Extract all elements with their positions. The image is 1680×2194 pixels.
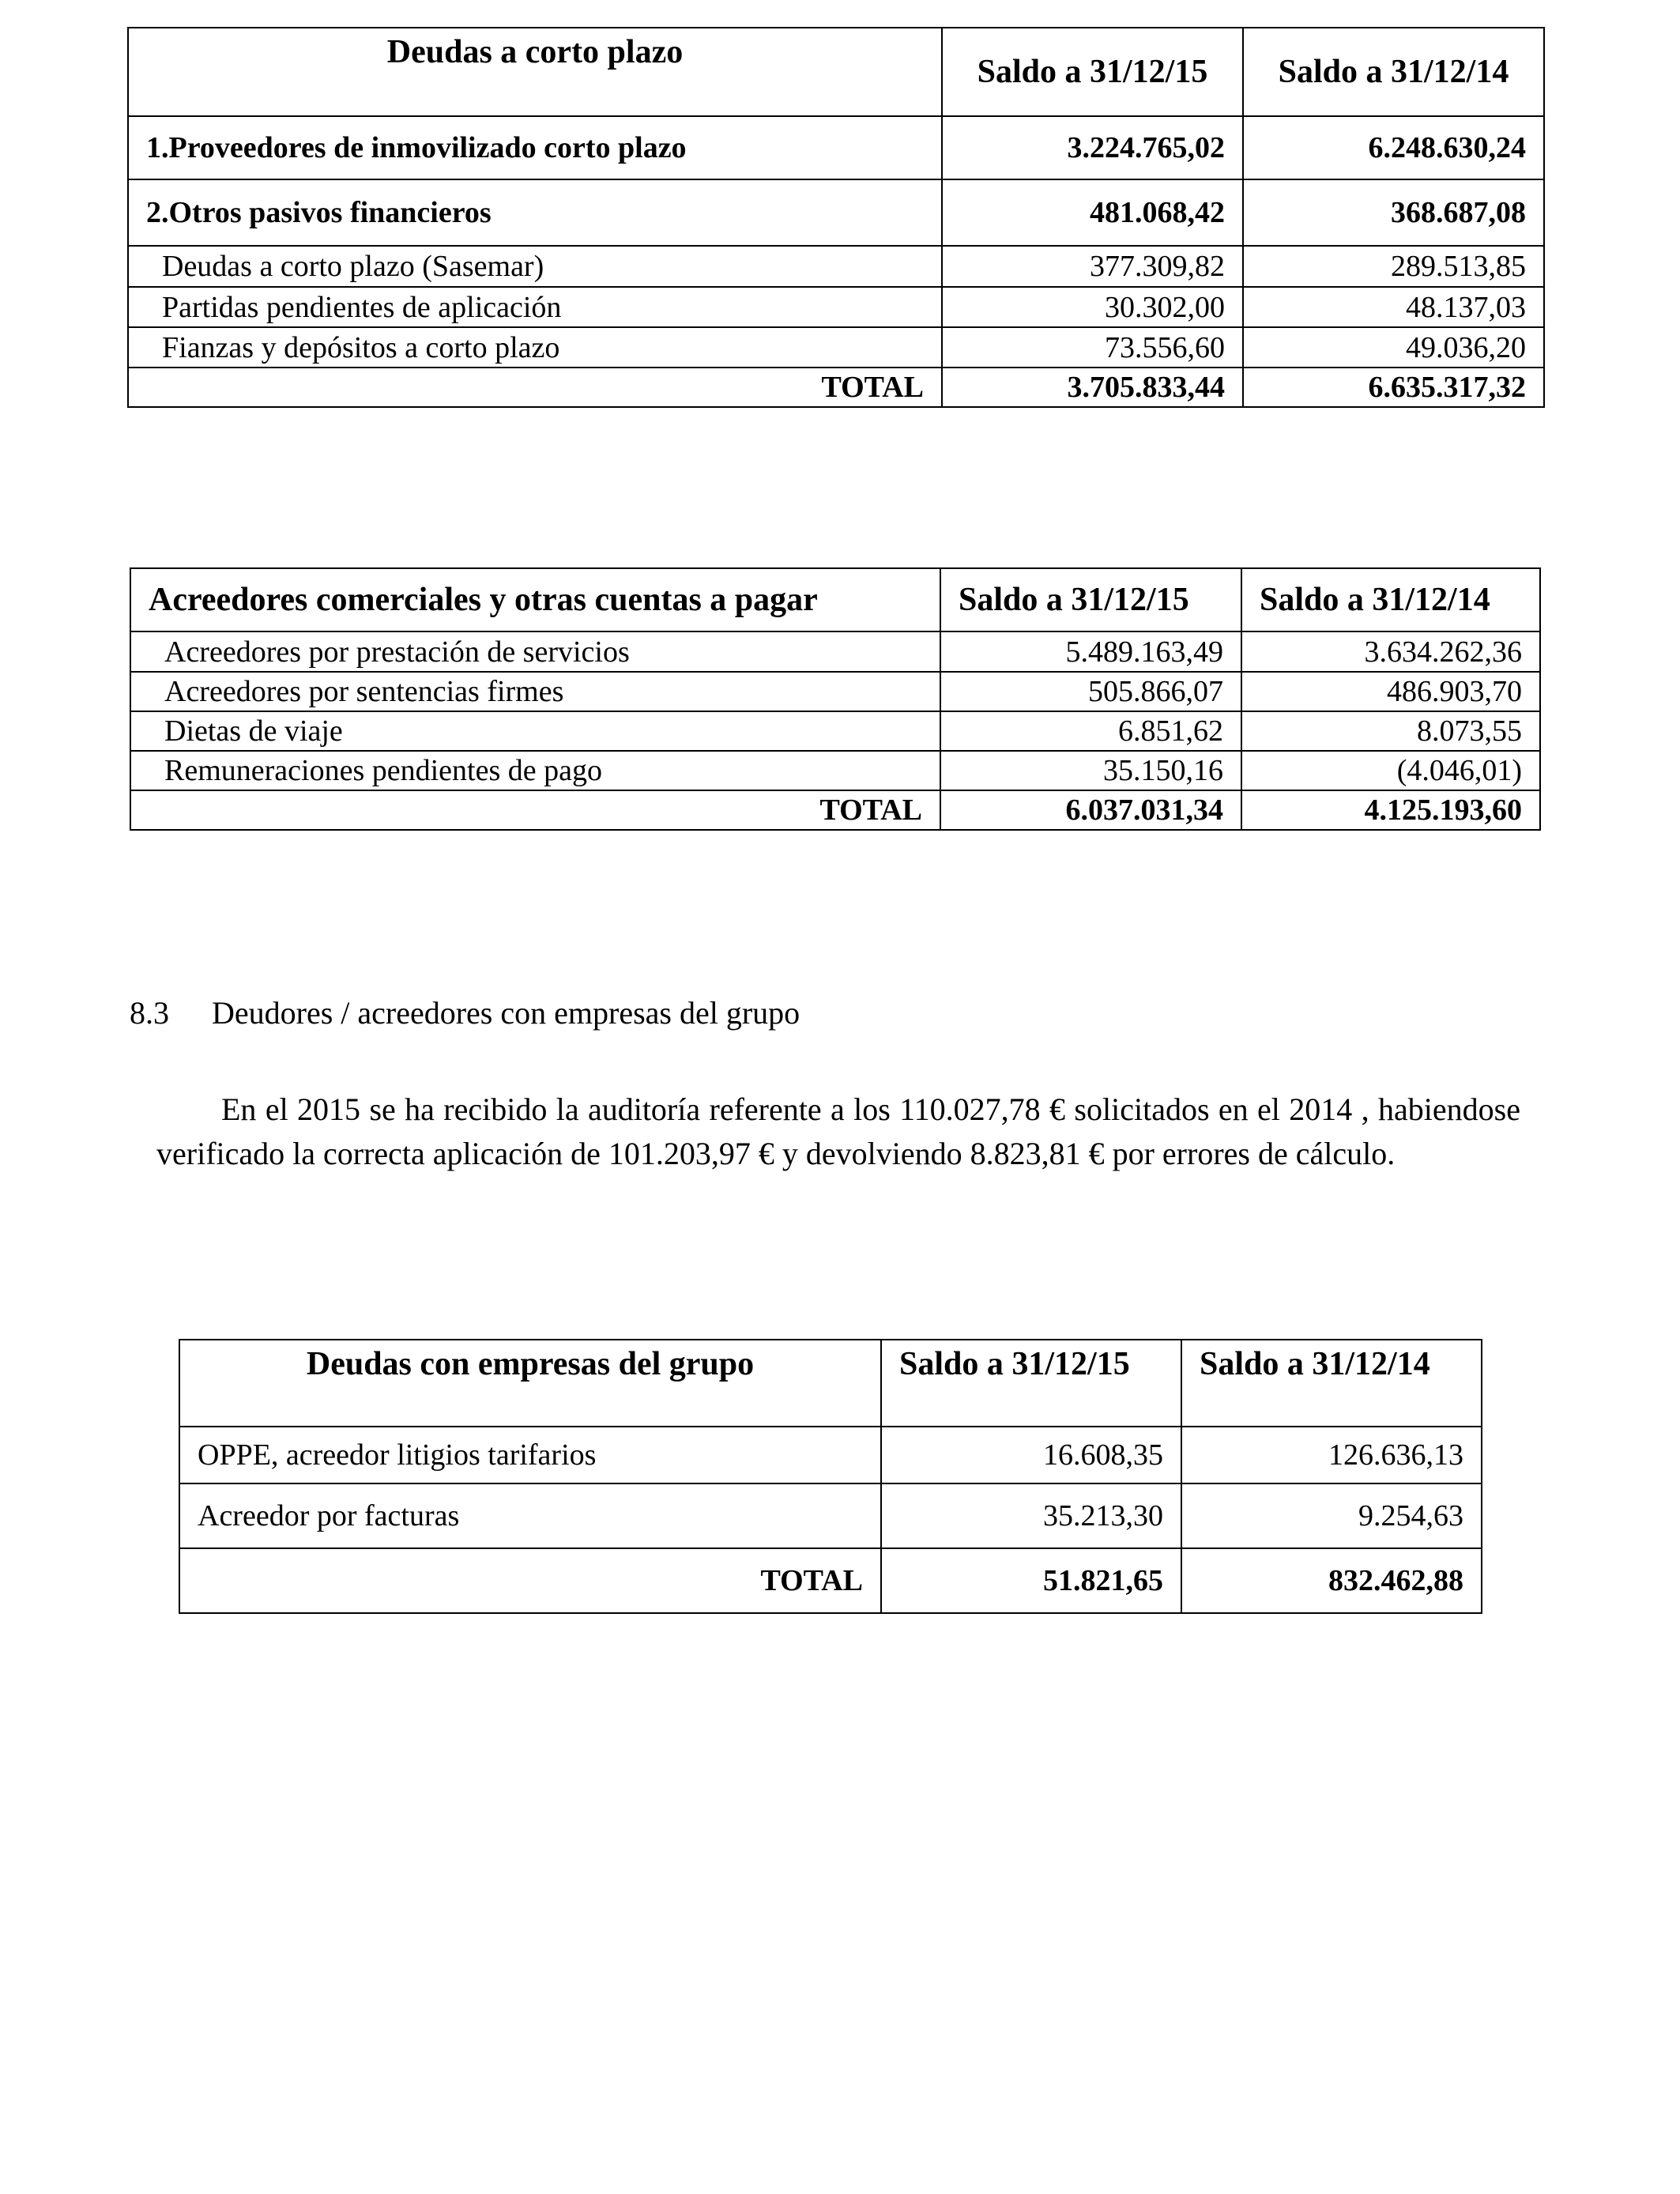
section-heading xyxy=(130,994,800,1031)
deudas-empresas-grupo-table xyxy=(179,1339,1482,1614)
section-paragraph: En el 2015 se ha recibido la auditoría referente a los 110.027,78 € solicitados en el 2014 , habiendose verificado la correcta aplicación de 101.203,97 € y devolviendo 8.823,81 € por errores de cálculo. xyxy=(156,1091,1520,1171)
row-value-2014: 49.036,20 xyxy=(1243,327,1544,368)
header-saldo-2014: Saldo a 31/12/14 xyxy=(1181,1340,1482,1427)
row-value-2015: 3.224.765,02 xyxy=(942,116,1243,179)
table-row xyxy=(128,116,1544,179)
table-header-row xyxy=(179,1340,1482,1427)
row-value-2015: 30.302,00 xyxy=(942,287,1243,327)
total-value-2015: 6.037.031,34 xyxy=(940,790,1241,830)
row-label: Acreedor por facturas xyxy=(179,1483,881,1548)
total-label: TOTAL xyxy=(179,1548,881,1613)
total-label: TOTAL xyxy=(130,790,940,830)
header-concept: Deudas con empresas del grupo xyxy=(179,1340,881,1427)
table-row xyxy=(130,672,1540,711)
row-value-2015: 5.489.163,49 xyxy=(940,631,1241,672)
row-value-2014: (4.046,01) xyxy=(1241,751,1540,790)
row-label: 2.Otros pasivos financieros xyxy=(128,179,942,246)
table-row xyxy=(128,287,1544,327)
total-value-2014: 832.462,88 xyxy=(1181,1548,1482,1613)
row-value-2015: 377.309,82 xyxy=(942,246,1243,287)
row-label: Fianzas y depósitos a corto plazo xyxy=(128,327,942,368)
row-value-2015: 35.213,30 xyxy=(881,1483,1181,1548)
total-value-2015: 51.821,65 xyxy=(881,1548,1181,1613)
total-value-2015: 3.705.833,44 xyxy=(942,368,1243,407)
row-value-2015: 16.608,35 xyxy=(881,1427,1181,1483)
total-row xyxy=(130,790,1540,830)
row-label: Acreedores por prestación de servicios xyxy=(130,631,940,672)
total-value-2014: 4.125.193,60 xyxy=(1241,790,1540,830)
header-saldo-2014: Saldo a 31/12/14 xyxy=(1241,568,1540,631)
row-value-2015: 6.851,62 xyxy=(940,711,1241,751)
row-value-2014: 368.687,08 xyxy=(1243,179,1544,246)
table-row xyxy=(128,246,1544,287)
row-label: Partidas pendientes de aplicación xyxy=(128,287,942,327)
deudas-corto-plazo-table xyxy=(127,27,1545,408)
row-value-2014: 3.634.262,36 xyxy=(1241,631,1540,672)
acreedores-comerciales-table xyxy=(130,567,1541,831)
row-label: Remuneraciones pendientes de pago xyxy=(130,751,940,790)
table-row xyxy=(130,631,1540,672)
header-saldo-2015: Saldo a 31/12/15 xyxy=(940,568,1241,631)
row-value-2015: 481.068,42 xyxy=(942,179,1243,246)
header-saldo-2014: Saldo a 31/12/14 xyxy=(1243,28,1544,116)
table-row xyxy=(179,1483,1482,1548)
header-saldo-2015: Saldo a 31/12/15 xyxy=(942,28,1243,116)
table-row xyxy=(179,1427,1482,1483)
total-row xyxy=(128,368,1544,407)
row-label: Acreedores por sentencias firmes xyxy=(130,672,940,711)
total-row xyxy=(179,1548,1482,1613)
row-value-2014: 6.248.630,24 xyxy=(1243,116,1544,179)
row-label: Dietas de viaje xyxy=(130,711,940,751)
row-value-2014: 9.254,63 xyxy=(1181,1483,1482,1548)
section-number: 8.3 xyxy=(130,995,169,1031)
row-value-2015: 35.150,16 xyxy=(940,751,1241,790)
section-title: Deudores / acreedores con empresas del grupo xyxy=(212,995,800,1031)
row-value-2014: 48.137,03 xyxy=(1243,287,1544,327)
header-concept: Deudas a corto plazo xyxy=(128,28,942,116)
row-label: 1.Proveedores de inmovilizado corto plazo xyxy=(128,116,942,179)
row-value-2014: 486.903,70 xyxy=(1241,672,1540,711)
header-saldo-2015: Saldo a 31/12/15 xyxy=(881,1340,1181,1427)
table-row xyxy=(128,179,1544,246)
table-row xyxy=(130,711,1540,751)
header-concept: Acreedores comerciales y otras cuentas a pagar xyxy=(130,568,940,631)
table-row xyxy=(130,751,1540,790)
total-label: TOTAL xyxy=(128,368,942,407)
row-value-2015: 505.866,07 xyxy=(940,672,1241,711)
row-label: OPPE, acreedor litigios tarifarios xyxy=(179,1427,881,1483)
row-value-2015: 73.556,60 xyxy=(942,327,1243,368)
row-label: Deudas a corto plazo (Sasemar) xyxy=(128,246,942,287)
total-value-2014: 6.635.317,32 xyxy=(1243,368,1544,407)
row-value-2014: 289.513,85 xyxy=(1243,246,1544,287)
table-header-row xyxy=(130,568,1540,631)
table-row xyxy=(128,327,1544,368)
row-value-2014: 8.073,55 xyxy=(1241,711,1540,751)
row-value-2014: 126.636,13 xyxy=(1181,1427,1482,1483)
table-header-row xyxy=(128,28,1544,116)
